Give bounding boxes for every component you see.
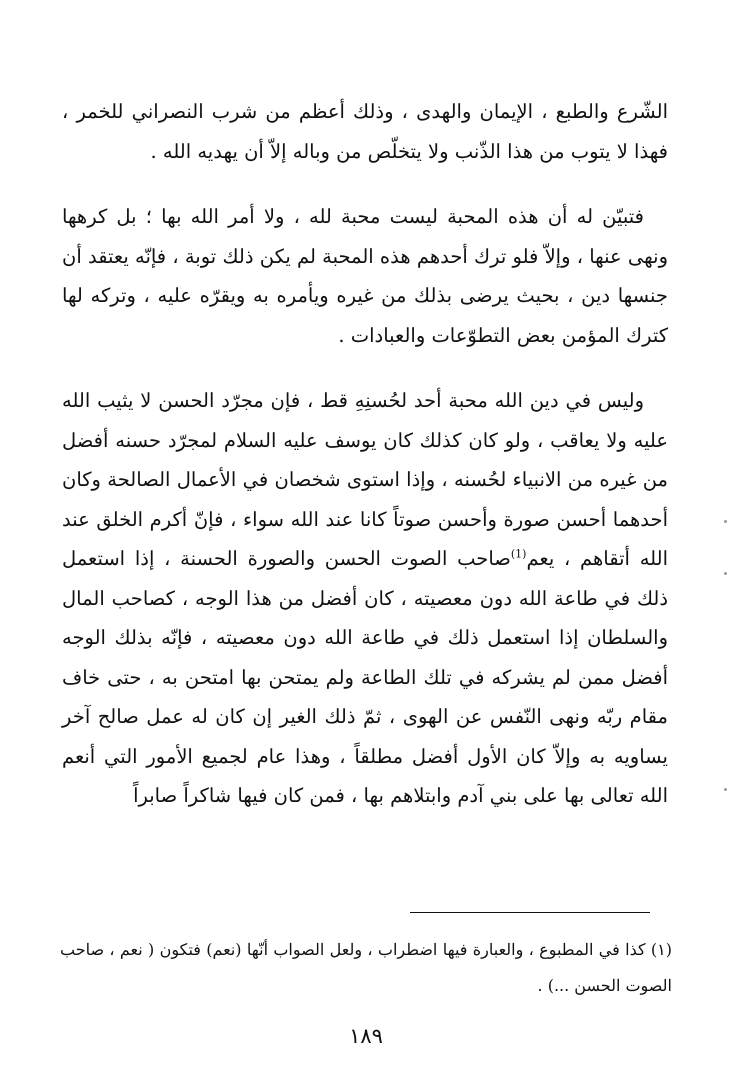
paragraph-2: فتبيّن له أن هذه المحبة ليست محبة لله ، ولا أمر الله بها ؛ بل كرهها ونهى عنها ، وإلاّ فلو ترك أحدهم هذه المحبة لم يكن ذلك توبة ، فإنّه يعتقد أن جنسها دين ، بحيث يرضى بذلك من غيره ويأمره به ويقرّه عليه ، وتركه لها كترك المؤمن بعض التطوّعات والعبادات . (62, 205, 668, 347)
margin-mark (724, 572, 727, 575)
margin-mark (724, 520, 727, 523)
footnote: (١) كذا في المطبوع ، والعبارة فيها اضطراب ، ولعل الصواب أنّها (نعم) فتكون ( نعم ، صاحب الصوت الحسن ...) . (60, 940, 672, 995)
paragraph-3 (62, 381, 668, 816)
paragraph-3-part-2: صاحب الصوت الحسن والصورة الحسنة ، إذا استعمل ذلك في طاعة الله دون معصيته ، كان أفضل من هذا الوجه ، كصاحب المال والسلطان إذا استعمل ذلك في طاعة الله دون معصيته ، فإنّه بذلك الوجه أفضل ممن لم يشركه في تلك الطاعة ولم يمتحن بها امتحن به ، حتى خاف مقام ربّه ونهى النّفس عن الهوى ، ثمّ ذلك الغير إن كان له عمل صالح آخر يساويه به وإلاّ كان الأول أفضل مطلقاً ، وهذا عام لجميع الأمور التي أنعم الله تعالى بها على بني آدم وابتلاهم بها ، فمن كان فيها شاكراً صابراً (62, 547, 668, 807)
footnote-separator (410, 912, 650, 913)
paragraph-1: الشّرع والطبع ، الإيمان والهدى ، وذلك أعظم من شرب النصراني للخمر ، فهذا لا يتوب من هذا الذّنب ولا يتخلّص من وباله إلاّ أن يهديه الله . (62, 100, 668, 163)
main-text (62, 92, 668, 816)
paragraph-3-part-1: وليس في دين الله محبة أحد لحُسنِهِ قط ، فإن مجرّد الحسن لا يثيب الله عليه ولا يعاقب ، ولو كان كذلك كان يوسف عليه السلام لمجرّد حسنه أفضل من غيره من الانبياء لحُسنه ، وإذا استوى شخصان في الأعمال الصالحة وكان أحدهما أحسن صورة وأحسن صوتاً كانا عند الله سواء ، فإنّ أكرم الخلق عند الله أتقاهم ، يعم (62, 389, 668, 570)
footnote-marker: (1) (510, 547, 527, 561)
margin-mark (724, 788, 727, 791)
page-number: ١٨٩ (349, 1024, 383, 1048)
